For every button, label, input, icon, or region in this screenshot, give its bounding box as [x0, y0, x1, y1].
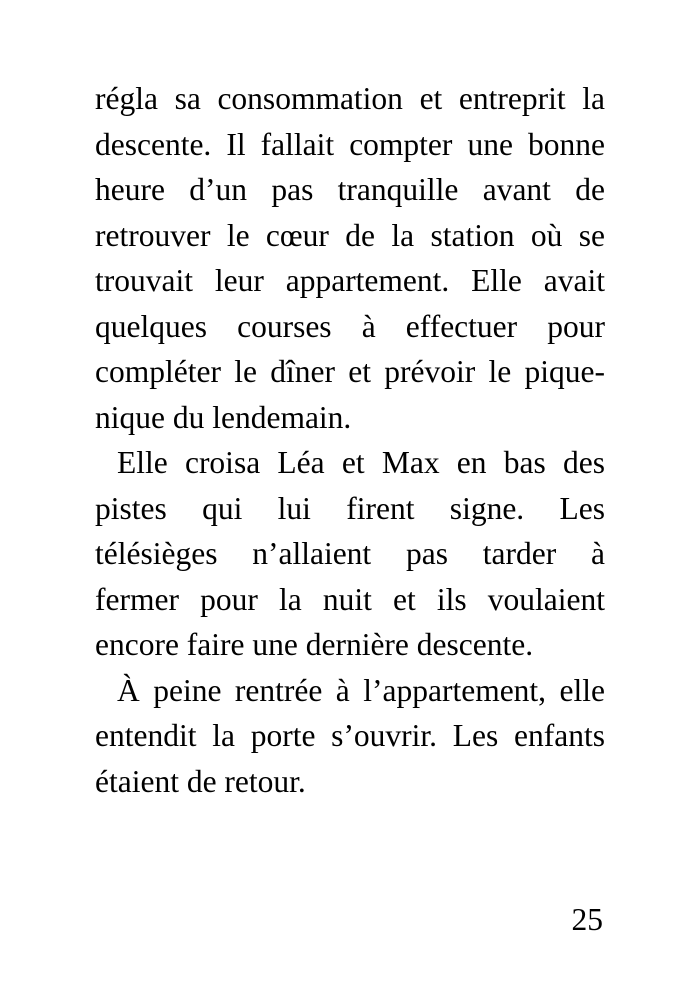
page-number: 25 [571, 902, 603, 937]
text-line: trouvait leur appartement. Elle avait [95, 263, 605, 298]
text-line: compléter le dîner et prévoir le pique- [95, 354, 605, 389]
paragraph [95, 668, 605, 805]
body-text [95, 76, 605, 804]
text-line: télésièges n’allaient pas tarder à [95, 536, 605, 571]
text-line: étaient de retour. [95, 763, 306, 799]
paragraph [95, 440, 605, 668]
text-line: fermer pour la nuit et ils voulaient [95, 581, 605, 617]
text-line: encore faire une dernière descente. [95, 627, 534, 662]
text-line: heure d’un pas tranquille avant de [95, 172, 605, 207]
text-line: quelques courses à effectuer pour [95, 308, 605, 344]
text-line: nique du lendemain. [95, 399, 352, 435]
paragraph [95, 76, 605, 440]
text-line: entendit la porte s’ouvrir. Les enfants [95, 718, 605, 753]
text-line: retrouver le cœur de la station où se [95, 217, 605, 253]
text-line: pistes qui lui firent signe. Les [95, 490, 605, 526]
text-line: descente. Il fallait compter une bonne [95, 126, 605, 162]
text-line: À peine rentrée à l’appartement, elle [117, 672, 605, 708]
text-line: régla sa consommation et entreprit la [95, 81, 605, 116]
text-line: Elle croisa Léa et Max en bas des [117, 445, 605, 480]
